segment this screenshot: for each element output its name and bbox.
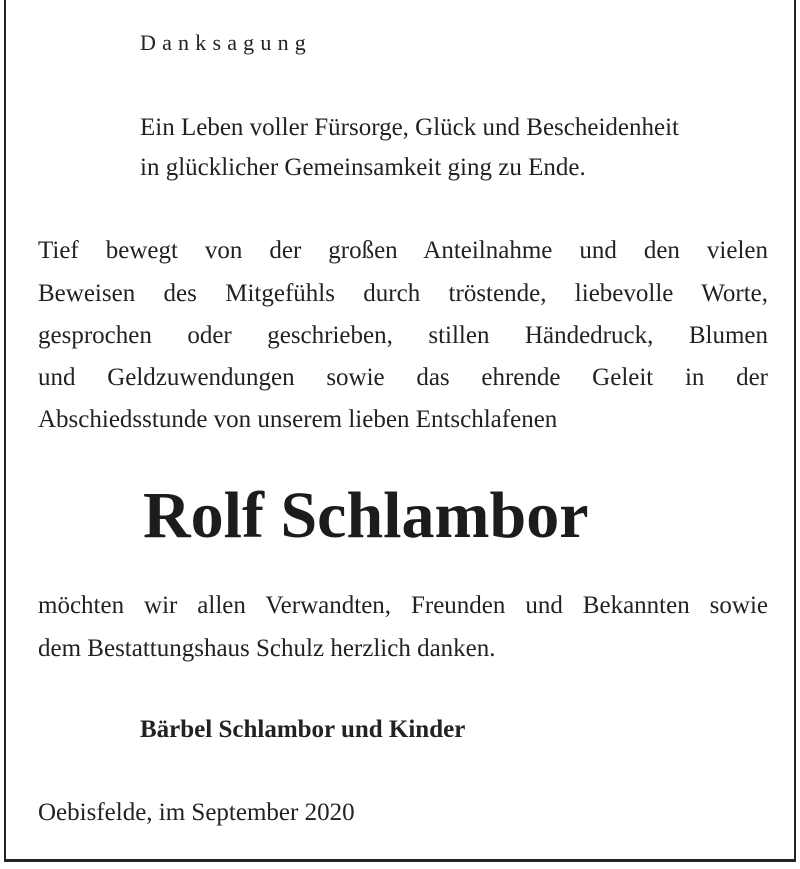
intro-line: in glücklicher Gemeinsamkeit ging zu Ende. — [140, 154, 586, 181]
body-line: gesprochen oder geschrieben, stillen Händedruck, Blumen — [38, 322, 768, 349]
body-line: Abschiedsstunde von unserem lieben Entschlafenen — [38, 406, 558, 433]
notice-heading: Danksagung — [140, 30, 312, 55]
body-line: Beweisen des Mitgefühls durch tröstende, liebevolle Worte, — [38, 280, 768, 307]
deceased-name: Rolf Schlambor — [143, 479, 589, 552]
signature: Bärbel Schlambor und Kinder — [140, 716, 466, 743]
body-line: und Geldzuwendungen sowie das ehrende Geleit in der — [38, 364, 768, 391]
closing-line: möchten wir allen Verwandten, Freunden und Bekannten sowie — [38, 592, 768, 619]
body-line: Tief bewegt von der großen Anteilnahme und den vielen — [38, 237, 768, 264]
closing-line: dem Bestattungshaus Schulz herzlich danken. — [38, 635, 496, 662]
place-date: Oebisfelde, im September 2020 — [38, 799, 355, 826]
intro-line: Ein Leben voller Fürsorge, Glück und Bescheidenheit — [140, 114, 679, 141]
